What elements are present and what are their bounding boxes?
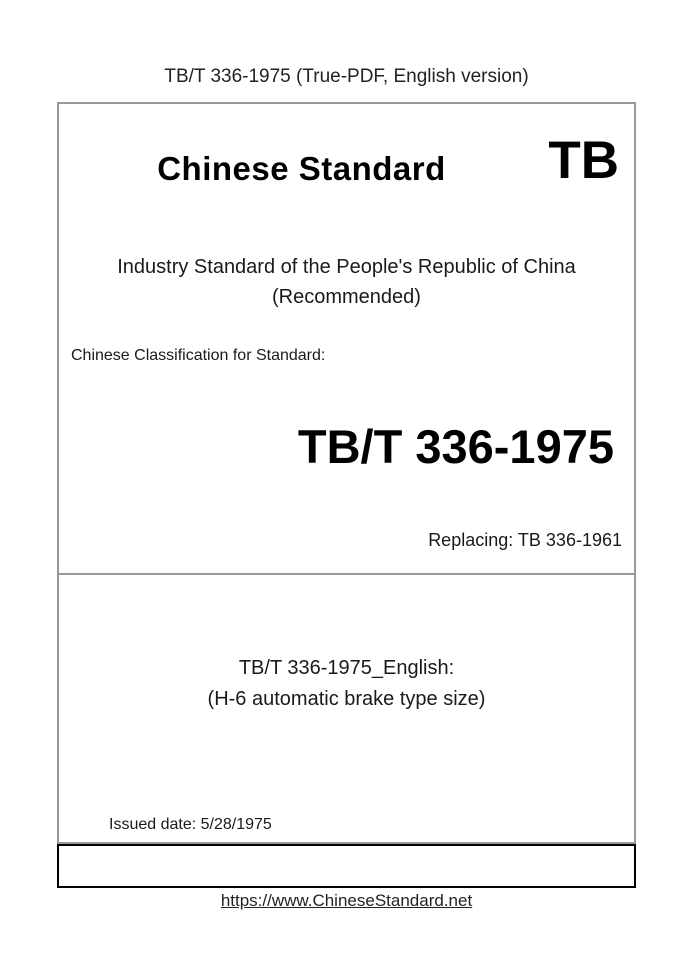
english-title <box>59 653 634 715</box>
footer <box>0 891 693 911</box>
standard-number: TB/T 336-1975 <box>297 420 614 473</box>
brand-title: Chinese Standard <box>157 150 446 187</box>
section-divider <box>59 573 634 575</box>
english-title-line-1: TB/T 336-1975_English: <box>238 657 455 679</box>
english-title-line-2: (H-6 automatic brake type size) <box>207 688 486 710</box>
issued-date: Issued date: 5/28/1975 <box>109 816 272 833</box>
org-line-2: (Recommended) <box>272 286 421 308</box>
footer-link[interactable]: https://www.ChineseStandard.net <box>220 891 473 910</box>
issuing-organization <box>59 252 634 312</box>
org-line-1: Industry Standard of the People's Republic of China <box>117 256 576 278</box>
replacing-note: Replacing: TB 336-1961 <box>428 530 622 550</box>
empty-info-box <box>57 844 636 888</box>
classification-label: Chinese Classification for Standard: <box>71 347 326 364</box>
standard-prefix-logo: TB <box>548 131 619 190</box>
document-header-title: TB/T 336-1975 (True-PDF, English version) <box>164 66 529 87</box>
cover-box <box>57 102 636 844</box>
